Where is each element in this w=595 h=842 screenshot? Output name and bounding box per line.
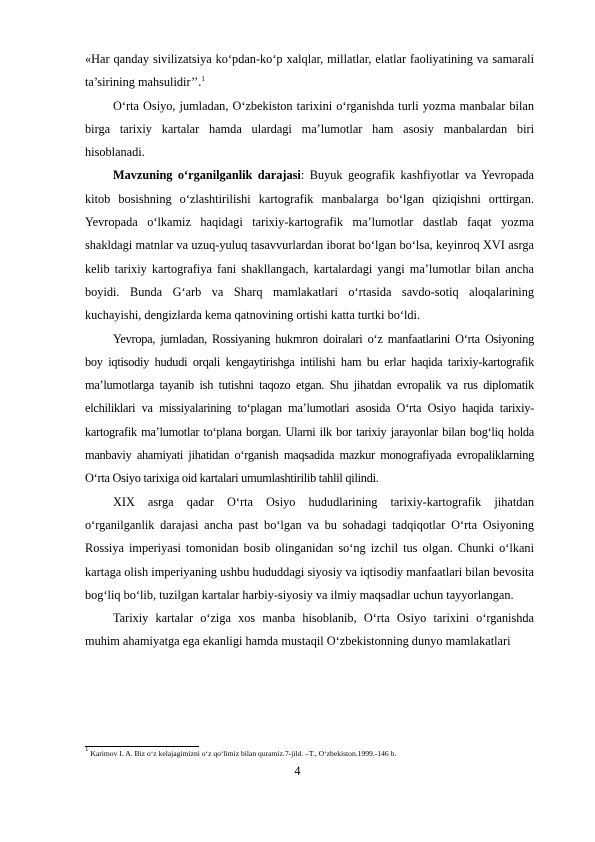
paragraph-research-level-text: : Buyuk geografik kashfiyotlar va Yevropada kitob bosishning o‘zlashtirilishi kartografik manbalarga bo‘lgan qiziqishni orttirgan. Yevropada o‘lkamiz haqidagi tarixiy-kartografik ma’lumotlar dastlab faqat yozma shakldagi matnlar va uzuq-yuluq tasavvurlardan iborat bo‘lgan bo‘lsa, keyinroq XVI asrga kelib tarixiy kartografiya fani shakllangach, kartalardagi yangi ma’lumotlar bilan ancha boyidi. Bunda G‘arb va Sharq mamlakatlari o‘rtasida savdo-sotiq aloqalarining kuchayishi, dengizlarda kema qatnovining ortishi katta turtki bo‘ldi. bbox=[85, 168, 535, 323]
page-number: 4 bbox=[294, 764, 301, 778]
footnote-reference[interactable]: 1 bbox=[201, 75, 205, 84]
footnote-text: Karimov I. A. Biz o‘z kelajagimizni o‘z qo‘limiz bilan quramiz.7-jild. –T., O‘zbekiston.1999.-146 b. bbox=[90, 749, 397, 758]
footnote bbox=[85, 745, 534, 759]
section-lead-heading: Mavzuning o‘rganilganlik darajasi bbox=[113, 168, 301, 183]
paragraph-historical-maps: Tarixiy kartalar o‘ziga xos manba hisoblanib, O‘rta Osiyo tarixini o‘rganishda muhim ahamiyatga ega ekanligi hamda mustaqil O‘zbekistonning dunyo mamlakatlari bbox=[85, 611, 534, 649]
footnote-mark: 1 bbox=[85, 745, 89, 753]
paragraph-russia-europe: Yevropa, jumladan, Rossiyaning hukmron doiralari o‘z manfaatlarini O‘rta Osiyoning boy iqtisodiy hududi orqali kengaytirishga intilishi ham bu erlar haqida tarixiy-kartografik ma’lumotlarga tayanib ish tutishni taqozo etgan. Shu jihatdan evropalik va rus diplomatik elchiliklari va missiyalarining to‘plagan ma’lumotlari asosida O‘rta Osiyo haqida tarixiy-kartografik ma’lumotlar to‘plana borgan. Ularni ilk bor tarixiy jarayonlar bilan bog‘liq holda manbaviy ahamiyati jihatidan o‘rganish maqsadida mazkur monografiyada evropaliklarning O‘rta Osiyo tarixiga oid kartalari umumlashtirilib tahlil qilindi. bbox=[85, 331, 534, 486]
quote-text: «Har qanday sivilizatsiya ko‘pdan-ko‘p xalqlar, millatlar, elatlar faoliyatining va samarali ta’sirining mahsulidir’’. bbox=[85, 52, 534, 90]
paragraph-sources: O‘rta Osiyo, jumladan, O‘zbekiston tarixini o‘rganishda turli yozma manbalar bilan birga tarixiy kartalar hamda ulardagi ma’lumotlar ham asosiy manbalardan biri hisoblanadi. bbox=[85, 98, 534, 160]
footnote-divider bbox=[85, 746, 199, 747]
paragraph-research-level bbox=[85, 164, 534, 327]
quote-paragraph bbox=[85, 48, 534, 95]
paragraph-xix-century: XIX asrga qadar O‘rta Osiyo hududlarining tarixiy-kartografik jihatdan o‘rganilganlik darajasi ancha past bo‘lgan va bu sohadagi tadqiqotlar O‘rta Osiyoning Rossiya imperiyasi tomonidan bosib olinganidan so‘ng izchil tus olgan. Chunki o‘lkani kartaga olish imperiyaning ushbu hududdagi siyosiy va iqtisodiy manfaatlari bilan bevosita bog‘liq bo‘lib, tuzilgan kartalar harbiy-siyosiy va ilmiy maqsadlar uchun tayyorlangan. bbox=[85, 494, 534, 602]
page-body bbox=[85, 48, 534, 654]
